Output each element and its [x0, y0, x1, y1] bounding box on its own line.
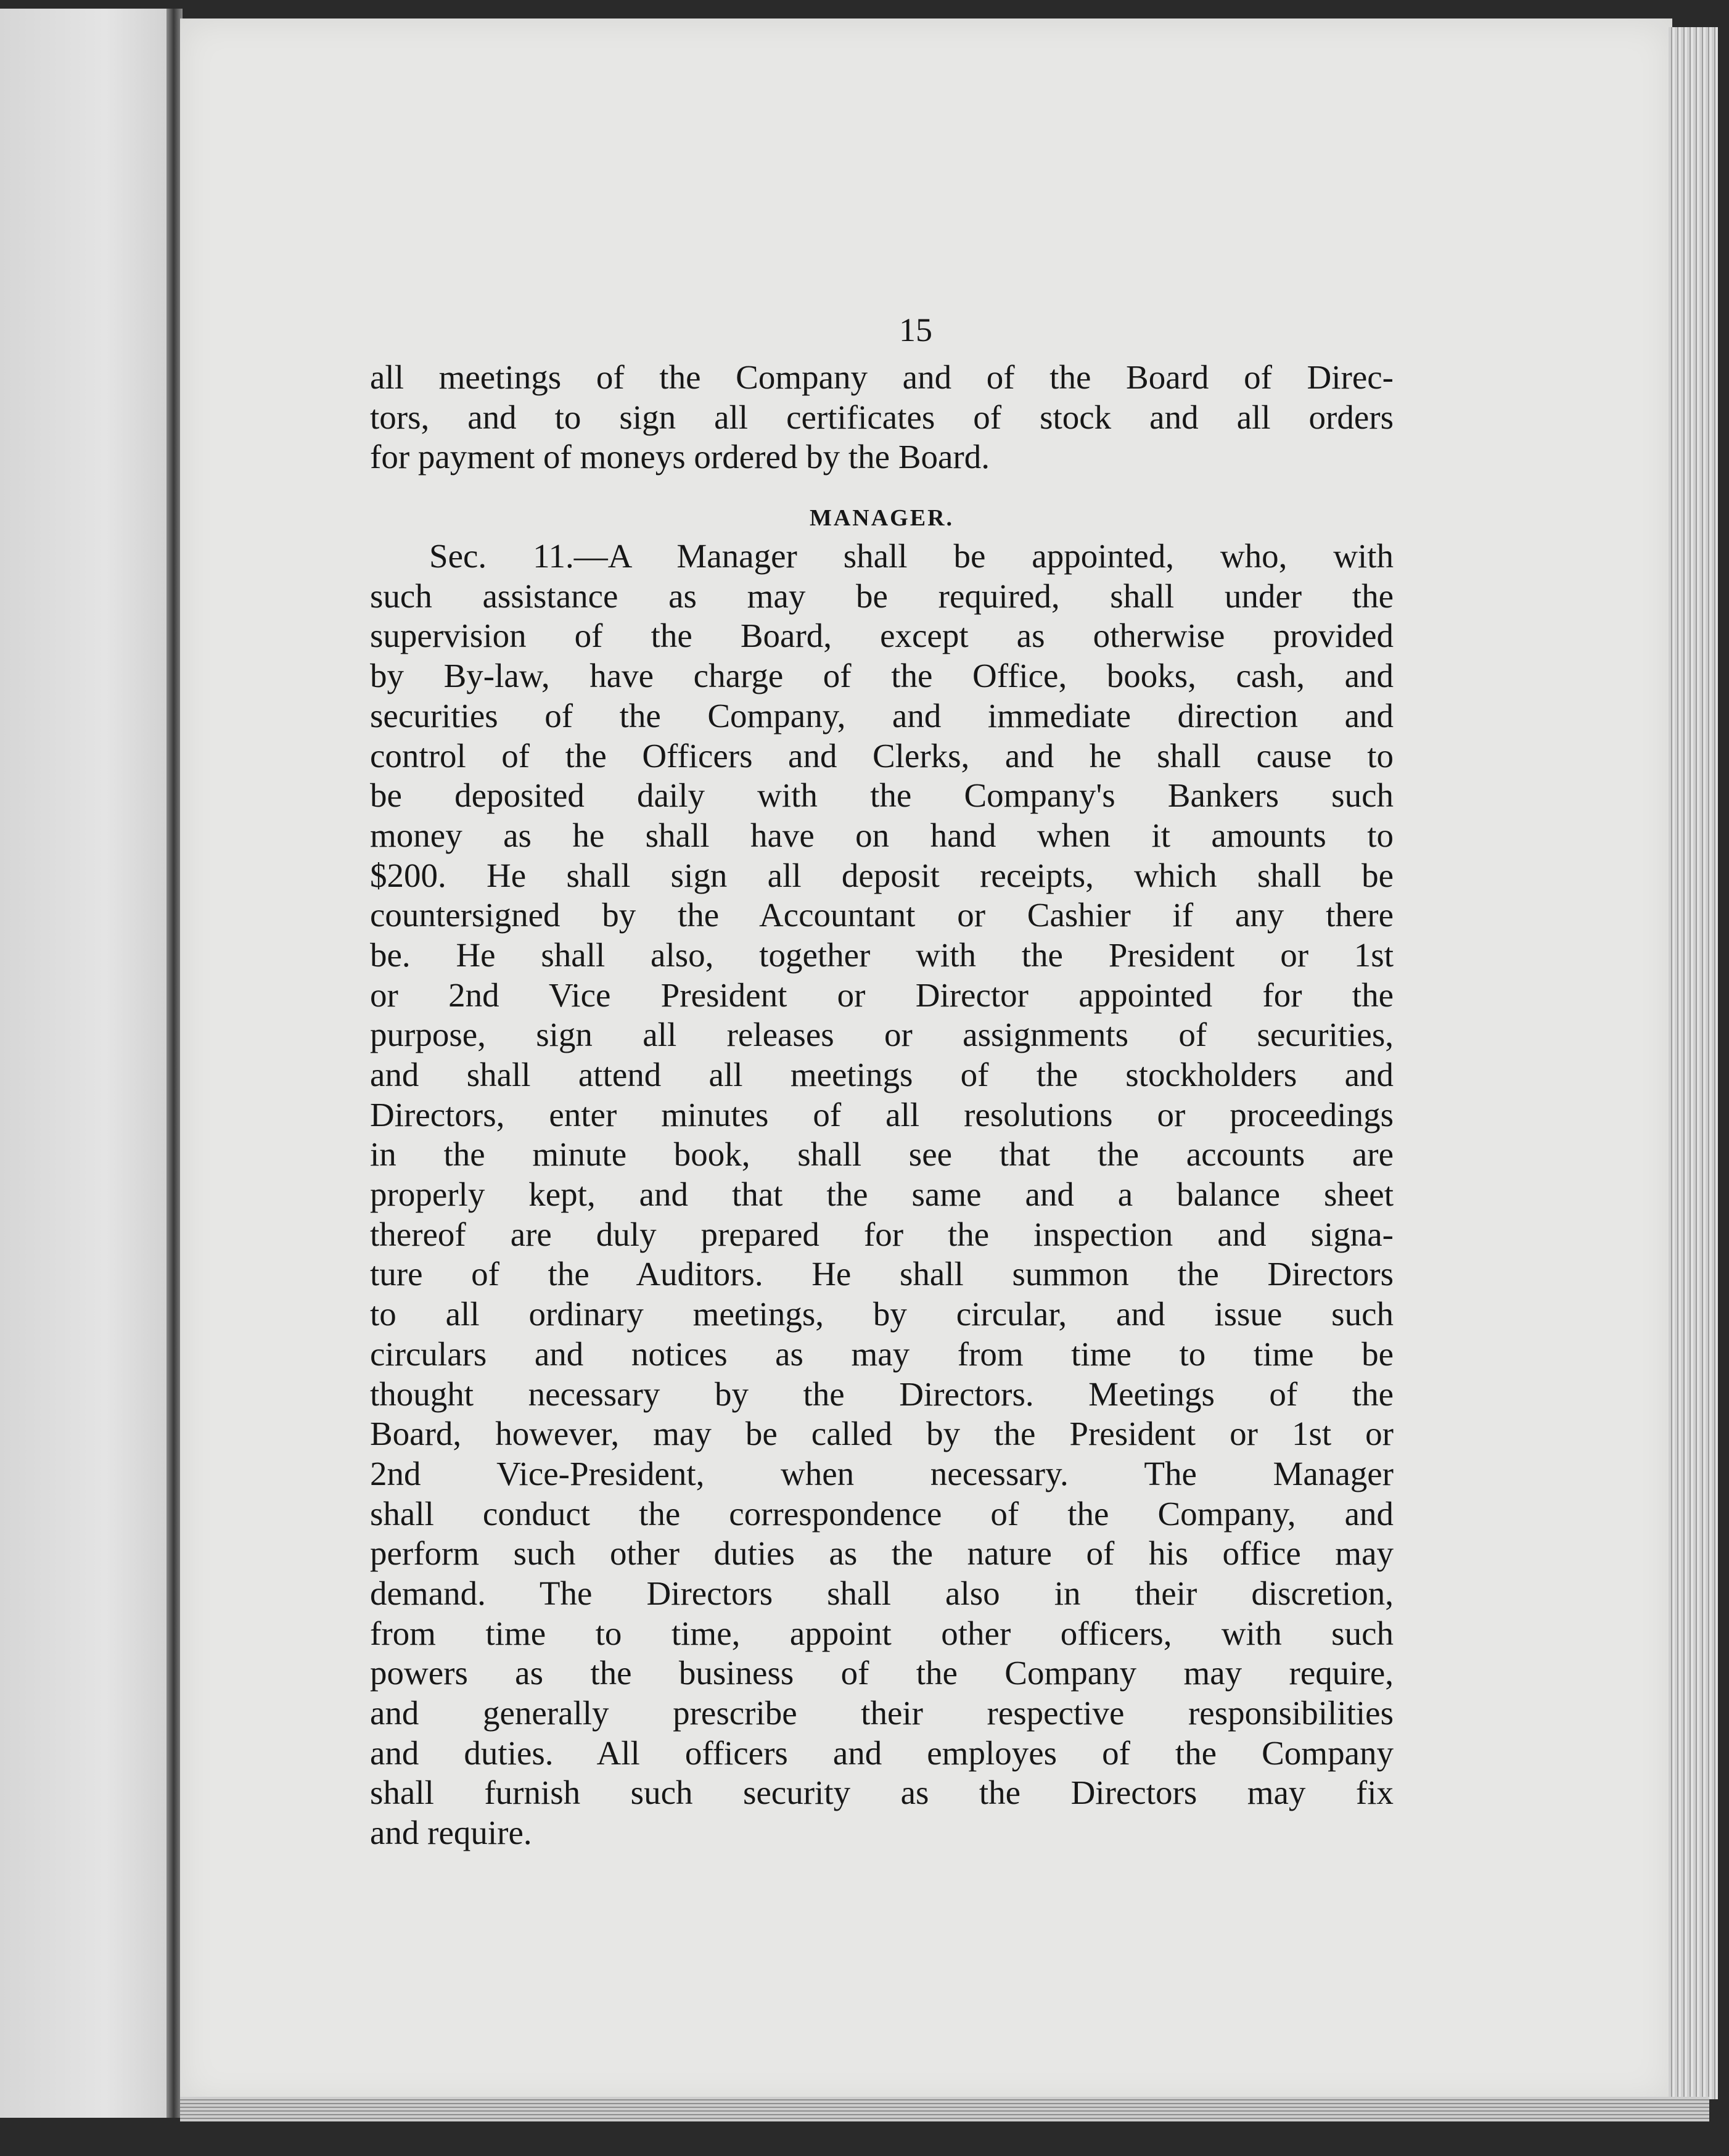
- text-line: ture of the Auditors. He shall summon the Directors: [370, 1255, 1394, 1293]
- section-11-paragraph: [370, 537, 1394, 1853]
- text-line: Sec. 11.—A Manager shall be appointed, who, with: [429, 537, 1394, 575]
- text-line: be. He shall also, together with the President or 1st: [370, 936, 1394, 974]
- text-line: in the minute book, shall see that the accounts are: [370, 1135, 1394, 1174]
- text-line: circulars and notices as may from time to time be: [370, 1335, 1394, 1373]
- text-line: such assistance as may be required, shall under the: [370, 577, 1394, 615]
- text-line: supervision of the Board, except as otherwise provided: [370, 617, 1394, 655]
- text-line: be deposited daily with the Company's Bankers such: [370, 776, 1394, 815]
- text-line: Board, however, may be called by the President or 1st or: [370, 1415, 1394, 1453]
- text-line: Directors, enter minutes of all resolutions or proceedings: [370, 1095, 1394, 1134]
- text-line: purpose, sign all releases or assignments of securities,: [370, 1016, 1394, 1054]
- page-edges-right: [1669, 27, 1718, 2099]
- text-line: and generally prescribe their respective responsibilities: [370, 1694, 1394, 1732]
- text-line: 2nd Vice-President, when necessary. The Manager: [370, 1454, 1394, 1492]
- text-line: demand. The Directors shall also in their discretion,: [370, 1574, 1394, 1612]
- text-line: countersigned by the Accountant or Cashier if any there: [370, 896, 1394, 934]
- text-line: and shall attend all meetings of the stockholders and: [370, 1056, 1394, 1093]
- text-line: properly kept, and that the same and a balance sheet: [370, 1175, 1394, 1214]
- section-heading: MANAGER.: [809, 505, 955, 532]
- text-line: to all ordinary meetings, by circular, and issue such: [370, 1295, 1394, 1333]
- page-number: 15: [899, 311, 932, 348]
- text-line: and require.: [370, 1814, 532, 1852]
- text-line: all meetings of the Company and of the Board of Direc-: [370, 358, 1394, 396]
- text-line: shall furnish such security as the Directors may fix: [370, 1774, 1394, 1812]
- text-line: from time to time, appoint other officers, with such: [370, 1614, 1394, 1652]
- text-line: securities of the Company, and immediate direction and: [370, 696, 1394, 734]
- text-line: shall conduct the correspondence of the Company, and: [370, 1494, 1394, 1533]
- left-facing-page: [0, 9, 176, 2118]
- page-edges-bottom: [180, 2097, 1709, 2121]
- intro-paragraph: [370, 358, 1394, 477]
- page-text-block: [370, 302, 1394, 1853]
- text-line: tors, and to sign all certificates of stock and all orders: [370, 398, 1394, 436]
- text-line: money as he shall have on hand when it amounts to: [370, 816, 1394, 854]
- text-line: thereof are duly prepared for the inspection and signa-: [370, 1215, 1394, 1253]
- text-line: for payment of moneys ordered by the Board.: [370, 438, 990, 476]
- text-line: perform such other duties as the nature of his office may: [370, 1534, 1394, 1573]
- text-line: thought necessary by the Directors. Meetings of the: [370, 1375, 1394, 1413]
- text-line: control of the Officers and Clerks, and he shall cause to: [370, 736, 1394, 775]
- text-line: powers as the business of the Company may require,: [370, 1654, 1394, 1692]
- text-line: $200. He shall sign all deposit receipts, which shall be: [370, 856, 1394, 894]
- text-line: and duties. All officers and employes of the Company: [370, 1734, 1394, 1772]
- text-line: or 2nd Vice President or Director appointed for the: [370, 976, 1394, 1014]
- text-line: by By-law, have charge of the Office, books, cash, and: [370, 657, 1394, 695]
